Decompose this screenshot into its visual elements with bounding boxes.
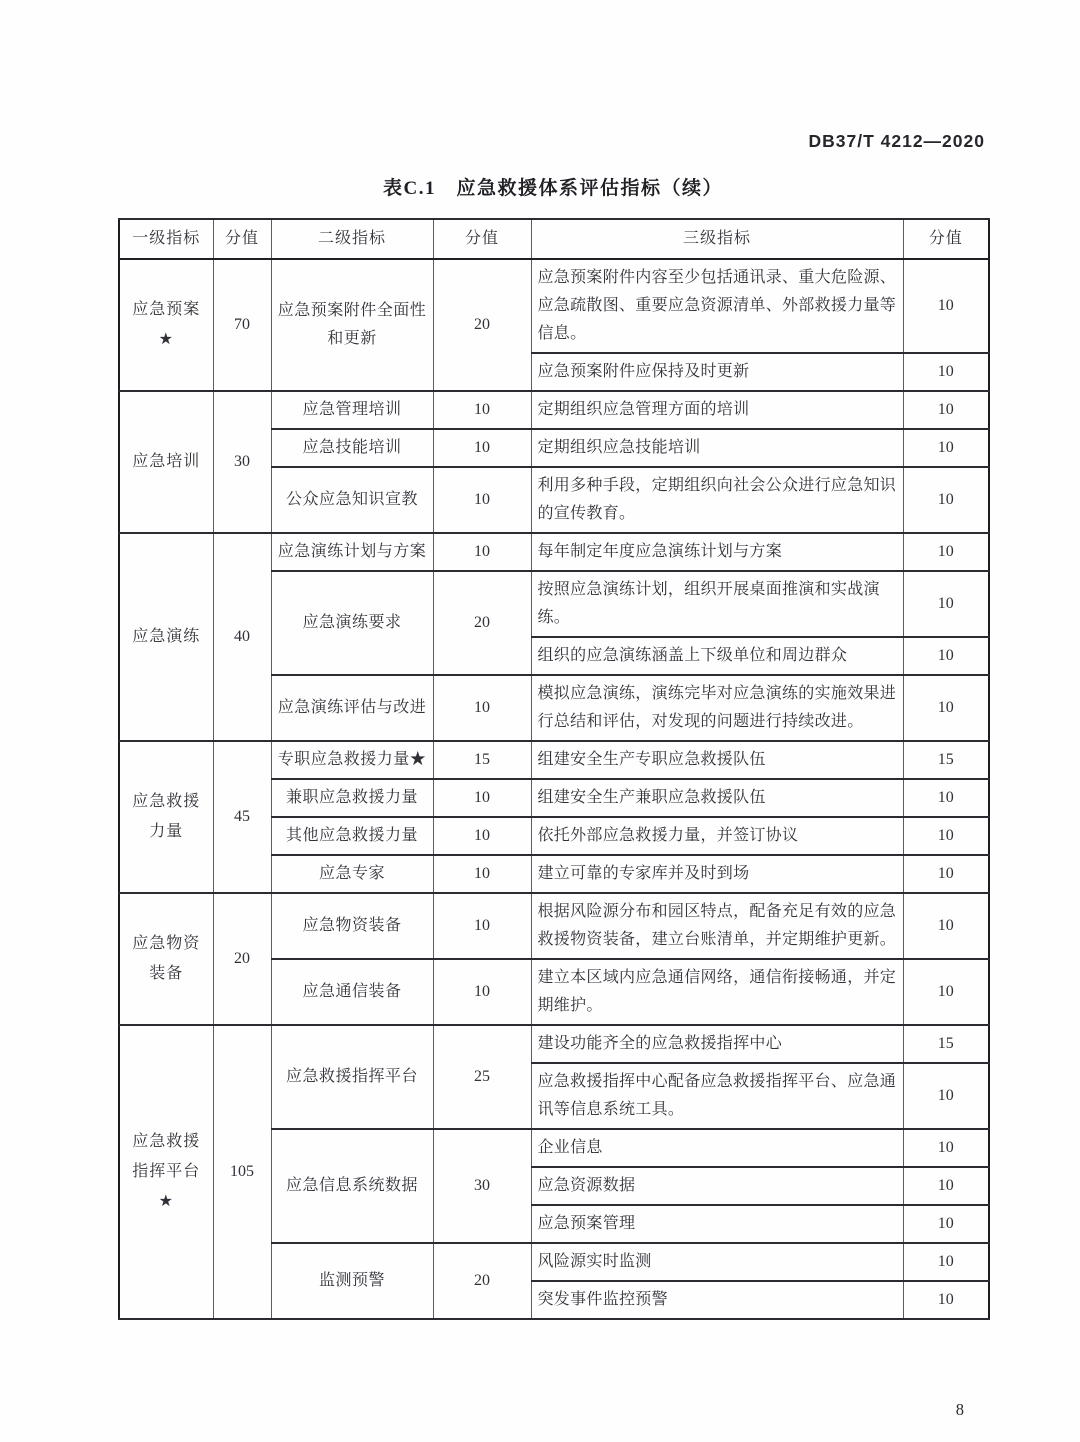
level3-indicator-cell: 利用多种手段，定期组织向社会公众进行应急知识的宣传教育。	[531, 467, 903, 533]
level2-indicator-cell: 专职应急救援力量★	[271, 741, 433, 779]
level1-indicator-line: 应急物资	[132, 935, 201, 952]
level3-indicator-cell: 建设功能齐全的应急救援指挥中心	[531, 1025, 903, 1063]
level3-score-cell: 10	[903, 1281, 989, 1319]
level1-indicator-line: ★	[158, 1193, 174, 1210]
table-body	[119, 259, 989, 1319]
level2-score-cell: 20	[433, 1243, 531, 1319]
level3-indicator-cell: 每年制定年度应急演练计划与方案	[531, 533, 903, 571]
level2-score-cell: 10	[433, 855, 531, 893]
level2-score-cell: 20	[433, 259, 531, 391]
level1-indicator-line: 装备	[149, 965, 184, 982]
level1-score-cell: 20	[213, 893, 271, 1025]
level2-score-cell: 15	[433, 741, 531, 779]
level3-indicator-cell: 组建安全生产兼职应急救援队伍	[531, 779, 903, 817]
level2-indicator-cell: 应急救援指挥平台	[271, 1025, 433, 1129]
level3-indicator-cell: 依托外部应急救援力量，并签订协议	[531, 817, 903, 855]
page-number: 8	[955, 1400, 964, 1419]
level1-indicator-line: 应急培训	[132, 453, 201, 470]
header-row	[119, 219, 989, 259]
table-row	[119, 391, 989, 429]
level1-indicator-cell	[119, 391, 213, 533]
level3-indicator-cell: 组建安全生产专职应急救援队伍	[531, 741, 903, 779]
column-header-1: 一级指标	[119, 219, 213, 259]
level1-indicator-line: 力量	[149, 823, 184, 840]
level1-score-cell: 105	[213, 1025, 271, 1319]
evaluation-indicators-table	[118, 218, 990, 1320]
level2-indicator-cell: 应急信息系统数据	[271, 1129, 433, 1243]
level3-indicator-cell: 应急救援指挥中心配备应急救援指挥平台、应急通讯等信息系统工具。	[531, 1063, 903, 1129]
level3-indicator-cell: 应急预案附件内容至少包括通讯录、重大危险源、应急疏散图、重要应急资源清单、外部救援力量等信息。	[531, 259, 903, 353]
table-row	[119, 741, 989, 779]
level3-indicator-cell: 企业信息	[531, 1129, 903, 1167]
level1-indicator-cell	[119, 259, 213, 391]
level2-score-cell: 25	[433, 1025, 531, 1129]
level3-indicator-cell: 组织的应急演练涵盖上下级单位和周边群众	[531, 637, 903, 675]
level2-indicator-cell: 其他应急救援力量	[271, 817, 433, 855]
level1-score-cell: 70	[213, 259, 271, 391]
level3-score-cell: 15	[903, 741, 989, 779]
level3-indicator-cell: 建立可靠的专家库并及时到场	[531, 855, 903, 893]
level2-score-cell: 30	[433, 1129, 531, 1243]
level1-indicator-cell	[119, 1025, 213, 1319]
level2-indicator-cell: 应急演练要求	[271, 571, 433, 675]
level3-score-cell: 10	[903, 817, 989, 855]
level2-score-cell: 10	[433, 467, 531, 533]
level2-score-cell: 10	[433, 429, 531, 467]
level3-score-cell: 10	[903, 855, 989, 893]
level3-score-cell: 10	[903, 637, 989, 675]
level2-indicator-cell: 应急技能培训	[271, 429, 433, 467]
level3-indicator-cell: 应急资源数据	[531, 1167, 903, 1205]
level3-score-cell: 10	[903, 259, 989, 353]
level3-score-cell: 10	[903, 429, 989, 467]
level3-indicator-cell: 根据风险源分布和园区特点，配备充足有效的应急救援物资装备，建立台账清单，并定期维护更新。	[531, 893, 903, 959]
level3-score-cell: 10	[903, 1205, 989, 1243]
level3-indicator-cell: 按照应急演练计划，组织开展桌面推演和实战演练。	[531, 571, 903, 637]
level3-score-cell: 10	[903, 779, 989, 817]
level1-indicator-line: 应急救援	[132, 793, 201, 810]
level3-score-cell: 10	[903, 1063, 989, 1129]
table-row	[119, 259, 989, 353]
level1-indicator-line: 应急预案	[132, 301, 201, 318]
level3-indicator-cell: 风险源实时监测	[531, 1243, 903, 1281]
level2-indicator-cell: 应急通信装备	[271, 959, 433, 1025]
column-header-3: 二级指标	[271, 219, 433, 259]
level3-score-cell: 10	[903, 1243, 989, 1281]
column-header-5: 三级指标	[531, 219, 903, 259]
level2-indicator-cell: 应急管理培训	[271, 391, 433, 429]
level2-indicator-cell: 公众应急知识宣教	[271, 467, 433, 533]
level1-indicator-cell	[119, 533, 213, 741]
level2-indicator-cell: 应急专家	[271, 855, 433, 893]
level2-score-cell: 10	[433, 391, 531, 429]
level3-score-cell: 10	[903, 533, 989, 571]
level1-score-cell: 45	[213, 741, 271, 893]
level3-indicator-cell: 应急预案管理	[531, 1205, 903, 1243]
column-header-2: 分值	[213, 219, 271, 259]
level1-indicator-line: 应急救援	[132, 1133, 201, 1150]
level3-score-cell: 10	[903, 353, 989, 391]
level3-indicator-cell: 建立本区域内应急通信网络，通信衔接畅通，并定期维护。	[531, 959, 903, 1025]
level1-indicator-line: 应急演练	[132, 628, 201, 645]
level2-score-cell: 20	[433, 571, 531, 675]
table-row	[119, 893, 989, 959]
level2-indicator-cell: 监测预警	[271, 1243, 433, 1319]
level3-score-cell: 10	[903, 391, 989, 429]
level3-indicator-cell: 突发事件监控预警	[531, 1281, 903, 1319]
level3-indicator-cell: 模拟应急演练，演练完毕对应急演练的实施效果进行总结和评估，对发现的问题进行持续改进。	[531, 675, 903, 741]
table-header	[119, 219, 989, 259]
level3-indicator-cell: 应急预案附件应保持及时更新	[531, 353, 903, 391]
level2-indicator-cell: 应急演练计划与方案	[271, 533, 433, 571]
level2-score-cell: 10	[433, 533, 531, 571]
level3-indicator-cell: 定期组织应急管理方面的培训	[531, 391, 903, 429]
level2-score-cell: 10	[433, 817, 531, 855]
level3-score-cell: 10	[903, 467, 989, 533]
level1-indicator-line: ★	[158, 331, 174, 348]
level2-score-cell: 10	[433, 675, 531, 741]
level3-indicator-cell: 定期组织应急技能培训	[531, 429, 903, 467]
level2-score-cell: 10	[433, 779, 531, 817]
level3-score-cell: 15	[903, 1025, 989, 1063]
level3-score-cell: 10	[903, 1167, 989, 1205]
level1-indicator-cell	[119, 893, 213, 1025]
level1-indicator-cell	[119, 741, 213, 893]
table-row	[119, 533, 989, 571]
level2-indicator-cell: 应急演练评估与改进	[271, 675, 433, 741]
level3-score-cell: 10	[903, 571, 989, 637]
level2-score-cell: 10	[433, 893, 531, 959]
table-title: 表C.1 应急救援体系评估指标（续）	[383, 178, 723, 199]
level3-score-cell: 10	[903, 893, 989, 959]
level2-indicator-cell: 应急预案附件全面性和更新	[271, 259, 433, 391]
level2-indicator-cell: 应急物资装备	[271, 893, 433, 959]
column-header-4: 分值	[433, 219, 531, 259]
level3-score-cell: 10	[903, 959, 989, 1025]
level3-score-cell: 10	[903, 675, 989, 741]
table-row	[119, 1025, 989, 1063]
level2-indicator-cell: 兼职应急救援力量	[271, 779, 433, 817]
doc-code: DB37/T 4212—2020	[808, 131, 985, 151]
level1-score-cell: 30	[213, 391, 271, 533]
level2-score-cell: 10	[433, 959, 531, 1025]
column-header-6: 分值	[903, 219, 989, 259]
level3-score-cell: 10	[903, 1129, 989, 1167]
level1-score-cell: 40	[213, 533, 271, 741]
level1-indicator-line: 指挥平台	[132, 1163, 201, 1180]
